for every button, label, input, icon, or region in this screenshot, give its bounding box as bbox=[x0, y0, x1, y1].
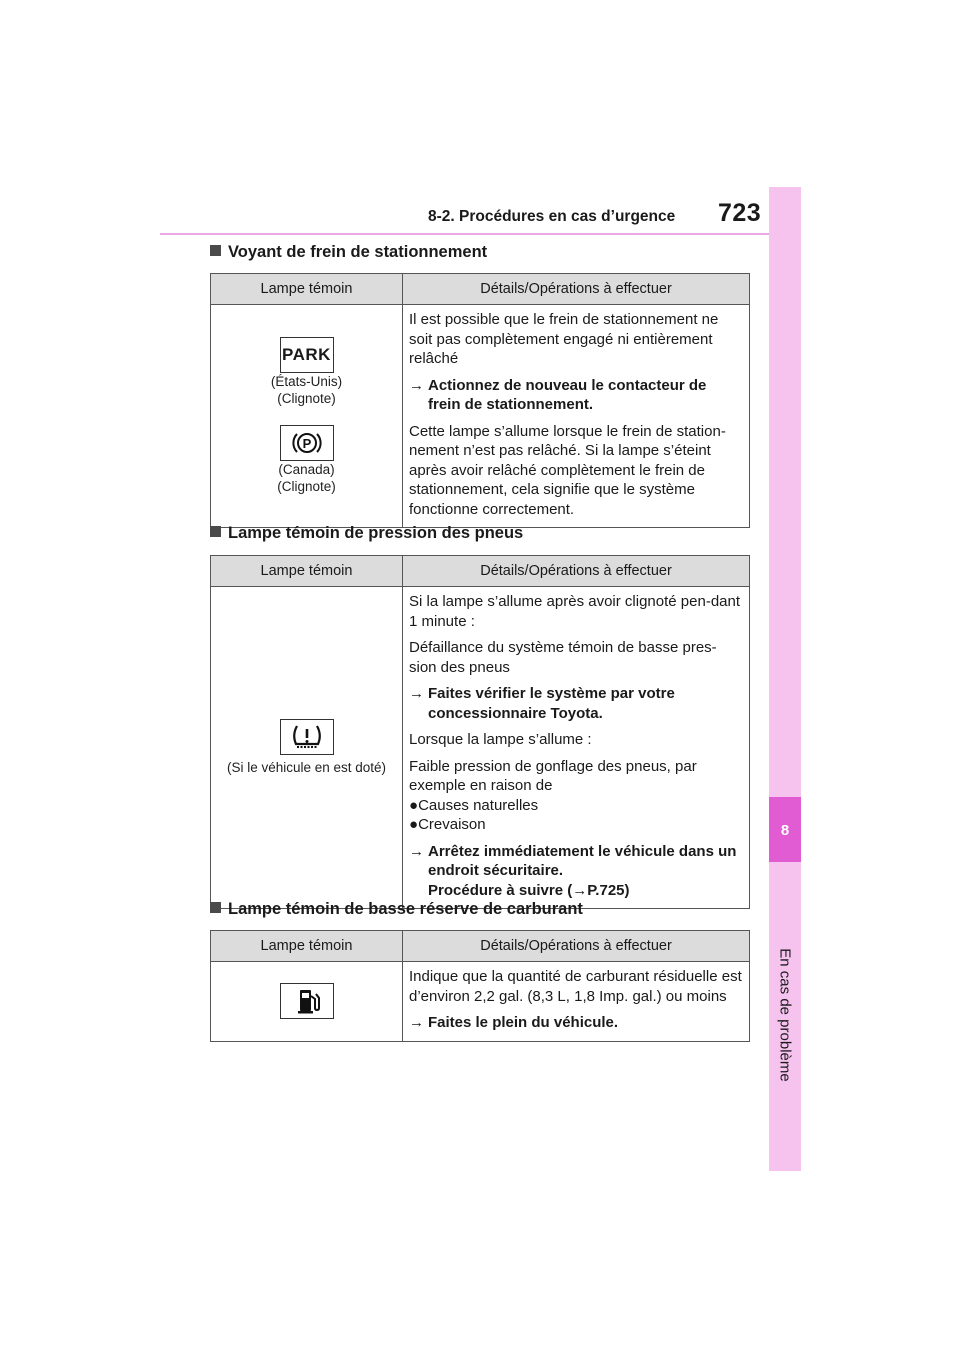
park-icon-text: PARK bbox=[282, 345, 331, 364]
col-header-lamp: Lampe témoin bbox=[211, 556, 403, 587]
arrow-icon: → bbox=[409, 1014, 424, 1031]
lamp-cell bbox=[211, 305, 403, 528]
table-header-row bbox=[211, 556, 750, 587]
arrow-icon: → bbox=[409, 685, 424, 702]
lamp-caption: (Canada) bbox=[278, 462, 335, 477]
table-row bbox=[211, 587, 750, 909]
lamp-caption: (Clignote) bbox=[277, 479, 336, 494]
table-header-row bbox=[211, 931, 750, 962]
details-cell bbox=[403, 962, 750, 1042]
detail-text: Si la lampe s’allume après avoir clignoté pen-dant 1 minute : bbox=[409, 593, 741, 630]
lamp-caption: (États-Unis) bbox=[270, 374, 343, 389]
section-title-text: Lampe témoin de basse réserve de carburant bbox=[228, 900, 583, 918]
detail-text: Faible pression de gonflage des pneus, par exemple en raison de bbox=[409, 757, 697, 794]
section-header-title: 8-2. Procédures en cas d’urgence bbox=[428, 208, 676, 225]
lamp-caption: (Clignote) bbox=[277, 391, 336, 406]
details-cell bbox=[403, 305, 750, 528]
table-header-row bbox=[211, 274, 750, 305]
arrow-icon: → bbox=[572, 881, 588, 899]
action-text bbox=[409, 1013, 743, 1033]
park-lamp-icon bbox=[280, 337, 334, 373]
list-item bbox=[409, 796, 743, 816]
action-label: Faites vérifier le système par votre concessionnaire Toyota. bbox=[428, 685, 675, 722]
detail-text: Lorsque la lampe s’allume : bbox=[409, 731, 592, 748]
action-label: Procédure à suivre ( bbox=[428, 881, 573, 899]
table-tire-pressure bbox=[210, 555, 750, 909]
section-title-text: Lampe témoin de pression des pneus bbox=[228, 524, 524, 542]
section-title-parking-brake bbox=[210, 243, 487, 262]
detail-text: Il est possible que le frein de stationnement ne soit pas complètement engagé ni entièrement relâché bbox=[409, 311, 719, 367]
action-text bbox=[409, 842, 743, 901]
table-low-fuel bbox=[210, 930, 750, 1042]
details-cell bbox=[403, 587, 750, 909]
page-number: 723 bbox=[718, 199, 762, 227]
lamp-cell bbox=[211, 962, 403, 1042]
bullet-dot-icon: ● bbox=[409, 796, 419, 814]
list-item bbox=[409, 815, 743, 835]
bullet-text: Causes naturelles bbox=[418, 796, 539, 814]
arrow-icon: → bbox=[409, 376, 424, 394]
section-title-tire-pressure bbox=[210, 524, 523, 543]
arrow-icon: → bbox=[409, 842, 424, 860]
detail-text: Cette lampe s’allume lorsque le frein de station-nement n’est pas relâché. Si la lampe s’éteint après avoir relâché complètement le frein de stationnement, cela signifie que le système fonctionne correctement. bbox=[409, 422, 726, 518]
page-reference-link[interactable]: P.725) bbox=[587, 881, 630, 899]
lamp-caption: (Si le véhicule en est doté) bbox=[226, 760, 387, 775]
action-label: Arrêtez immédiatement le véhicule dans un endroit sécuritaire. bbox=[428, 842, 737, 879]
tire-pressure-warning-icon bbox=[280, 719, 334, 755]
section-title-text: Voyant de frein de stationnement bbox=[228, 243, 488, 261]
section-title-low-fuel bbox=[210, 900, 583, 919]
square-bullet-icon bbox=[210, 526, 221, 537]
square-bullet-icon bbox=[210, 902, 221, 913]
parking-p-lamp-icon bbox=[280, 425, 334, 461]
col-header-details: Détails/Opérations à effectuer bbox=[403, 274, 750, 305]
bullet-dot-icon: ● bbox=[409, 816, 419, 833]
col-header-lamp: Lampe témoin bbox=[211, 931, 403, 962]
detail-text: Indique que la quantité de carburant résiduelle est d’environ 2,2 gal. (8,3 L, 1,8 Imp. gal.) ou moins bbox=[409, 968, 742, 1005]
action-text bbox=[409, 684, 743, 723]
action-text bbox=[409, 376, 743, 415]
col-header-lamp: Lampe témoin bbox=[211, 274, 403, 305]
lamp-cell bbox=[211, 587, 403, 909]
header-divider bbox=[160, 233, 770, 235]
chapter-number: 8 bbox=[780, 822, 790, 839]
table-row bbox=[211, 305, 750, 528]
fuel-pump-icon bbox=[280, 983, 334, 1019]
col-header-details: Détails/Opérations à effectuer bbox=[403, 931, 750, 962]
bullet-text: Crevaison bbox=[418, 816, 486, 833]
detail-text: Défaillance du système témoin de basse pres-sion des pneus bbox=[409, 639, 717, 676]
chapter-label: En cas de problème bbox=[776, 948, 794, 1082]
square-bullet-icon bbox=[210, 245, 221, 256]
action-label: Actionnez de nouveau le contacteur de frein de stationnement. bbox=[428, 376, 707, 413]
action-label: Faites le plein du véhicule. bbox=[428, 1014, 619, 1031]
table-parking-brake bbox=[210, 273, 750, 528]
svg-text:P: P bbox=[302, 436, 311, 451]
table-row bbox=[211, 962, 750, 1042]
col-header-details: Détails/Opérations à effectuer bbox=[403, 556, 750, 587]
